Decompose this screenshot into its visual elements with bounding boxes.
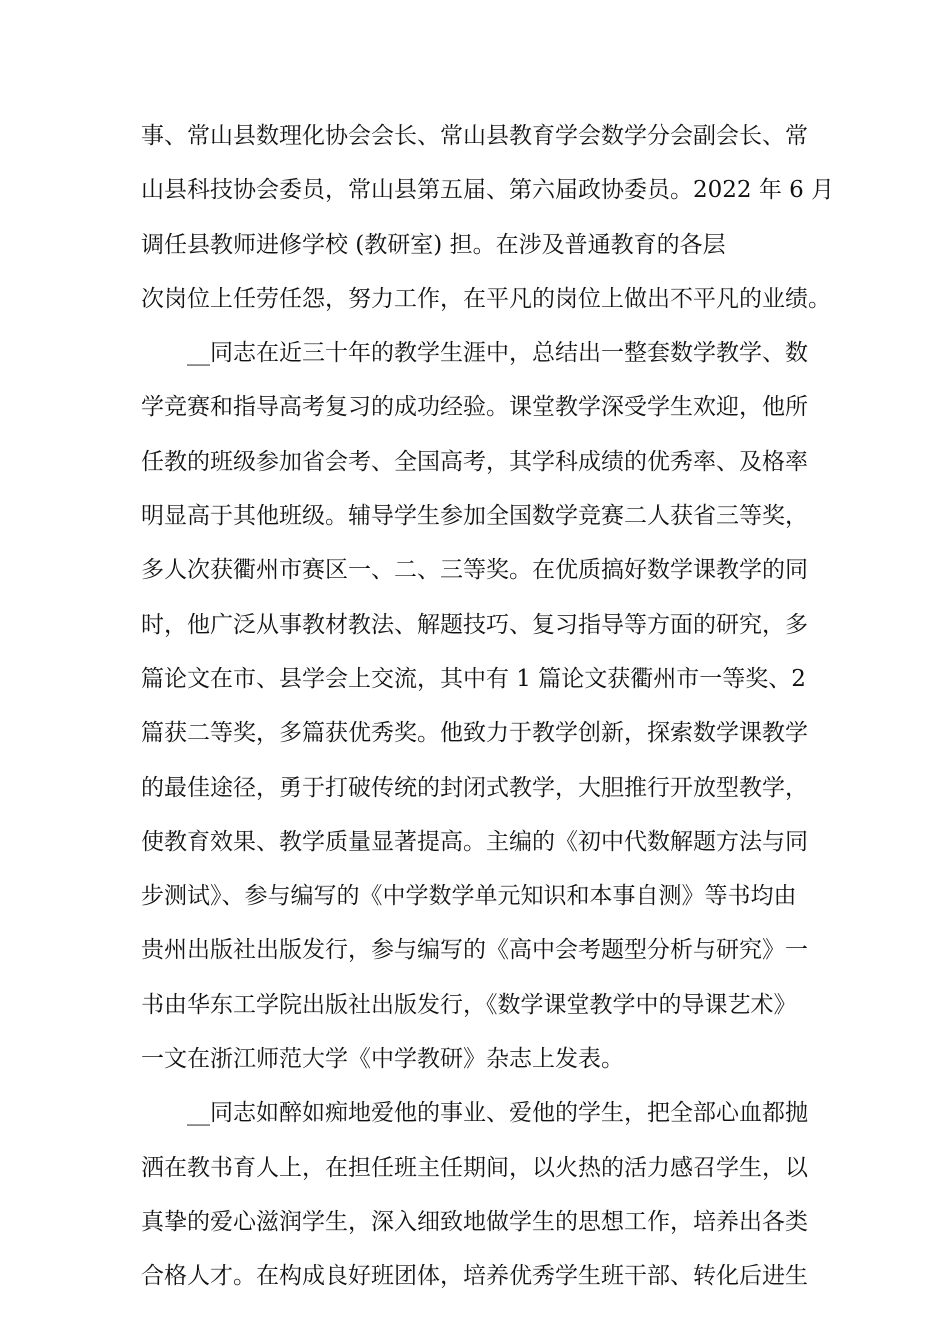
text-line: 使教育效果、教学质量显著提高。主编的《初中代数解题方法与同 — [141, 828, 808, 855]
text-line: 山县科技协会委员，常山县第五届、第六届政协委员。2022 年 6 月 — [141, 177, 835, 204]
text-line: 合格人才。在构成良好班团体，培养优秀学生班干部、转化后进生 — [141, 1263, 808, 1290]
text-line: 真挚的爱心滋润学生，深入细致地做学生的思想工作，培养出各类 — [141, 1208, 808, 1235]
text-line: 篇论文在市、县学会上交流，其中有 1 篇论文获衢州市一等奖、2 — [141, 665, 806, 692]
text-line: 贵州出版社出版发行，参与编写的《高中会考题型分析与研究》一 — [141, 937, 808, 964]
text-line: 洒在教书育人上，在担任班主任期间，以火热的活力感召学生，以 — [141, 1154, 808, 1181]
text-line: 的最佳途径，勇于打破传统的封闭式教学，大胆推行开放型教学， — [141, 774, 808, 801]
text-line: 学竞赛和指导高考复习的成功经验。课堂教学深受学生欢迎，他所 — [141, 394, 808, 421]
text-line: 事、常山县数理化协会会长、常山县教育学会数学分会副会长、常 — [141, 123, 808, 149]
text-line: 任教的班级参加省会考、全国高考，其学科成绩的优秀率、及格率 — [141, 448, 808, 475]
text-line: 时，他广泛从事教材教法、解题技巧、复习指导等方面的研究，多 — [141, 611, 808, 638]
text-line: 篇获二等奖，多篇获优秀奖。他致力于教学创新，探索数学课教学 — [141, 720, 808, 747]
text-line: 步测试》、参与编写的《中学数学单元知识和本事自测》等书均由 — [141, 883, 797, 910]
document-body — [141, 109, 841, 1304]
paragraph-first-line: __同志如醉如痴地爱他的事业、爱他的学生，把全部心血都抛 — [187, 1100, 808, 1127]
text-line: 多人次获衢州市赛区一、二、三等奖。在优质搞好数学课教学的同 — [141, 557, 808, 584]
paragraph-first-line: __同志在近三十年的教学生涯中，总结出一整套数学教学、数 — [187, 340, 808, 367]
text-line: 一文在浙江师范大学《中学教研》杂志上发表。 — [141, 1046, 624, 1073]
text-line: 次岗位上任劳任怨，努力工作，在平凡的岗位上做出不平凡的业绩。 — [141, 285, 831, 312]
text-line: 书由华东工学院出版社出版发行，《数学课堂教学中的导课艺术》 — [141, 991, 797, 1018]
text-line: 明显高于其他班级。辅导学生参加全国数学竞赛二人获省三等奖， — [141, 503, 808, 530]
text-line: 调任县教师进修学校 (教研室) 担。在涉及普通教育的各层 — [141, 231, 726, 258]
